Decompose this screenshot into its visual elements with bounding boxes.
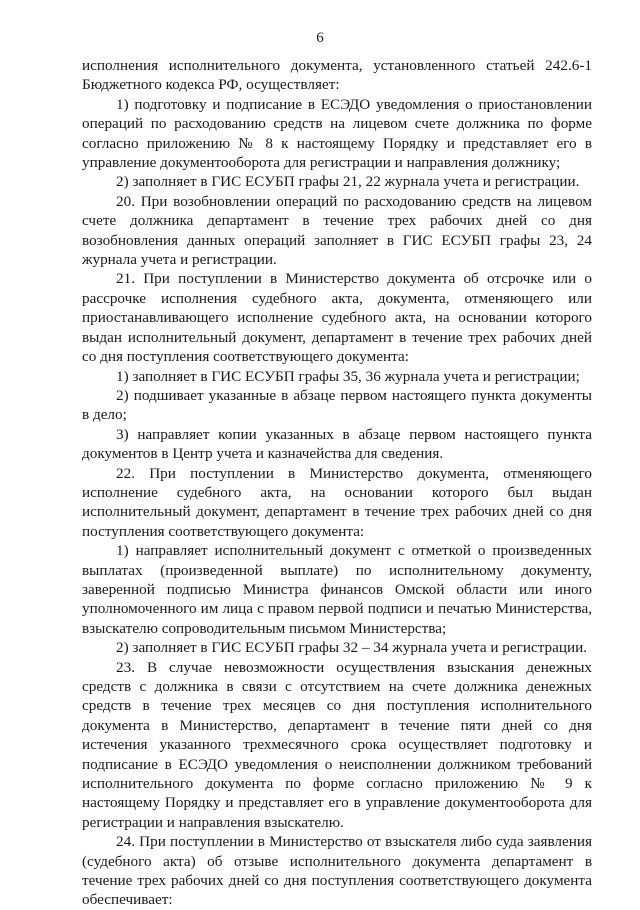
paragraph-4: 20. При возобновлении операций по расходованию средств на лицевом счете должника департамент в течение трех рабочих дней со дня возобновления данных операций заполняет в ГИС ЕСУБП графы 23, 24 журнала учета и регистрации.	[82, 192, 592, 269]
paragraph-8: 3) направляет копии указанных в абзаце первом настоящего пункта документов в Центр учета и казначейства для сведения.	[82, 425, 592, 463]
paragraph-3: 2) заполняет в ГИС ЕСУБП графы 21, 22 журнала учета и регистрации.	[116, 173, 580, 191]
paragraph-13: 24. При поступлении в Министерство от взыскателя либо суда заявления (судебного акта) об отзыве исполнительного документа департамент в течение трех рабочих дней со дня поступления соответствующего документа обеспечивает:	[82, 833, 592, 909]
paragraph-1: исполнения исполнительного документа, установленного статьей 242.6-1 Бюджетного кодекса РФ, осуществляет:	[82, 57, 592, 94]
page-number: 6	[316, 30, 324, 46]
paragraph-2: 1) подготовку и подписание в ЕСЭДО уведомления о приостановлении операций по расходованию средств на лицевом счете должника по форме согласно приложению № 8 к настоящему Порядку и представляет его в управление документооборота для регистрации и направления должнику;	[82, 95, 592, 172]
paragraph-12: 23. В случае невозможности осуществления взыскания денежных средств с должника в связи с отсутствием на счете должника денежных средств в течение трех месяцев со дня поступления исполнительного документа в Министерство, департамент в течение пяти дней со дня истечения указанного трехмесячного срока осуществляет подготовку и подписание в ЕСЭДО уведомления о неисполнении должником требований исполнительного документа по форме согласно приложению № 9 к настоящему Порядку и представляет его в управление документооборота для регистрации и направления взыскателю.	[82, 658, 592, 831]
paragraph-7: 2) подшивает указанные в абзаце первом настоящего пункта документы в дело;	[82, 386, 592, 424]
paragraph-9: 22. При поступлении в Министерство документа, отменяющего исполнение судебного акта, на основании которого был выдан исполнительный документ, департамент в течение трех рабочих дней со дня поступления соответствующего документа:	[82, 464, 592, 540]
paragraph-6: 1) заполняет в ГИС ЕСУБП графы 35, 36 журнала учета и регистрации;	[116, 367, 580, 385]
document-body	[82, 56, 592, 910]
paragraph-10: 1) направляет исполнительный документ с отметкой о произведенных выплатах (произведенной выплате) по исполнительному документу, заверенной подписью Министра финансов Омской области или иного уполномоченного им лица с правом первой подписи и печатью Министерства, взыскателю сопроводительным письмом Министерства;	[82, 542, 592, 637]
paragraph-5: 21. При поступлении в Министерство документа об отсрочке или о рассрочке исполнения судебного акта, документа, отменяющего или приостанавливающего исполнение судебного акта, на основании которого выдан исполнительный документ, департамент в течение трех рабочих дней со дня поступления соответствующего документа:	[82, 270, 592, 366]
paragraph-11: 2) заполняет в ГИС ЕСУБП графы 32 – 34 журнала учета и регистрации.	[116, 639, 588, 657]
